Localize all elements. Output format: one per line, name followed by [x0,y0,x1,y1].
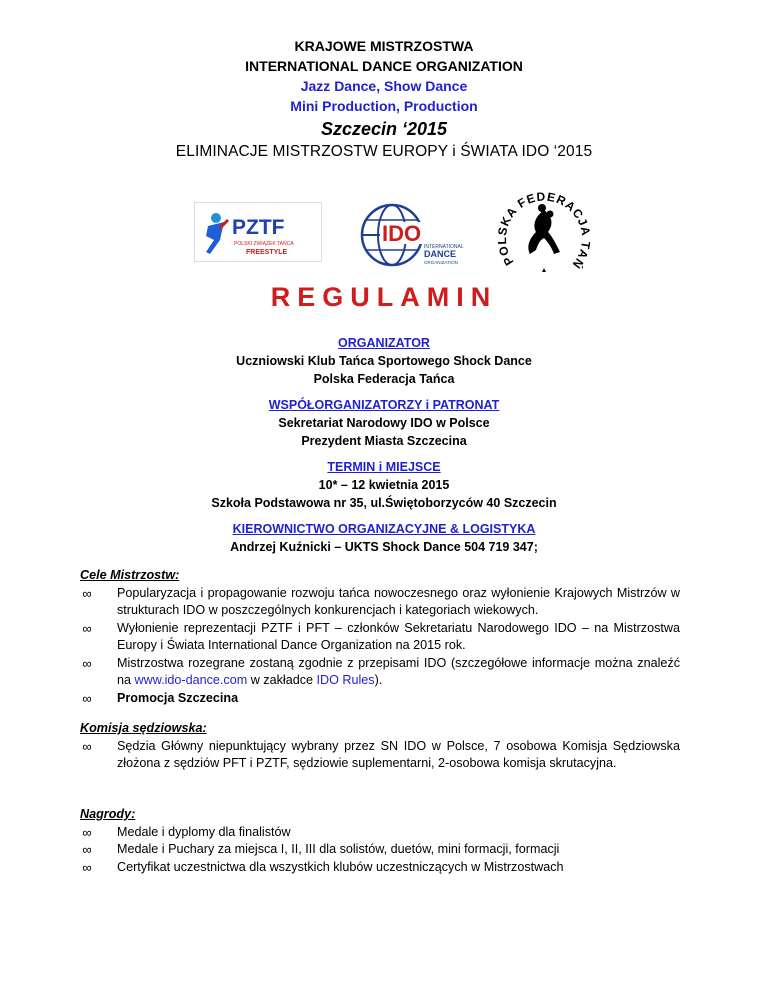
list-item-text: Medale i dyplomy dla finalistów [117,824,291,839]
header-line-1: KRAJOWE MISTRZOSTWA [294,38,474,54]
list-item-text: Popularyzacja i propagowanie rozwoju tańca nowoczesnego oraz wyłonienie Krajowych Mistrzów w strukturach IDO w poszczególnych konkurencjach i kategoriach wiekowych. [117,585,680,617]
ido-logo-graphic [358,202,464,268]
list-item-text: Medale i Puchary za miejsca I, II, III dla solistów, duetów, mini formacji, formacji [117,842,560,856]
section-label-termin: TERMIN i MIEJSCE [327,460,441,474]
nagrody-title: Nagrody: [80,807,136,821]
infinity-bullet-icon: ∞ [82,655,92,671]
infinity-bullet-icon: ∞ [82,859,92,875]
list-item-text: Certyfikat uczestnictwa dla wszystkich klubów uczestniczących w Mistrzostwach [117,859,564,874]
infinity-bullet-icon: ∞ [82,585,92,601]
list-item-text: Mistrzostwa rozegrane zostaną zgodnie z przepisami IDO (szczegółowe informacje można znaleźć na [117,655,680,687]
ido-logo-sub1: INTERNATIONAL [424,244,464,250]
list-item [80,859,680,877]
section-label-kierownictwo: KIEROWNICTWO ORGANIZACYJNE & LOGISTYKA [232,522,536,536]
infinity-bullet-icon: ∞ [82,690,92,706]
list-item [80,690,680,708]
header-line-4: Mini Production, Production [290,98,478,114]
section-line: Prezydent Miasta Szczecina [301,434,467,448]
header-subtitle: ELIMINACJE MISTRZOSTW EUROPY i ŚWIATA IDO ‘2015 [175,143,593,160]
komisja-block [80,720,680,773]
list-item [80,655,680,690]
section-label-wspolorganizatorzy: WSPÓŁORGANIZATORZY i PATRONAT [268,398,500,412]
section-line: Polska Federacja Tańca [313,372,455,386]
ido-logo-main: IDO [382,221,422,246]
infinity-bullet-icon: ∞ [82,620,92,636]
pztf-logo-sub2: FREESTYLE [246,249,288,256]
section-line: Andrzej Kuźnicki – UKTS Shock Dance 504 719 347; [230,540,538,554]
list-item-text: Sędzia Główny niepunktujący wybrany przez SN IDO w Polsce, 7 osobowa Komisja Sędziowska złożona z sędziów PFT i PZTF, sędziowie suplementarni, 2-osobowa komisja skrutacyjna. [117,738,680,770]
list-item [80,738,680,773]
document-title: REGULAMIN [270,282,498,312]
ido-rules-link[interactable]: IDO Rules [316,673,375,687]
infinity-bullet-icon: ∞ [82,842,92,857]
list-item [80,841,680,859]
ido-logo-sub3: ORGANIZATION [424,260,458,265]
list-item-text: ). [374,673,383,687]
list-item [80,824,680,842]
ido-dance-link[interactable]: www.ido-dance.com [134,673,248,687]
list-item [80,585,680,620]
ido-logo-sub2: DANCE [424,249,457,259]
section-label-organizator: ORGANIZATOR [338,336,430,350]
pft-logo [496,188,592,284]
cele-title: Cele Mistrzostw: [80,568,180,582]
komisja-title: Komisja sędziowska: [80,721,207,735]
list-item-text: w zakładce [247,673,317,687]
cele-block [80,567,680,707]
list-item-text: Promocja Szczecina [117,690,239,705]
section-line: Sekretariat Narodowy IDO w Polsce [278,416,490,430]
section-line: Uczniowski Klub Tańca Sportowego Shock Dance [236,354,532,368]
section-line: 10* – 12 kwietnia 2015 [318,478,450,492]
header-line-3: Jazz Dance, Show Dance [300,78,468,94]
pft-logo-ring-text: POLSKA FEDERACJA TAŃ [496,189,592,272]
pft-logo-graphic [496,188,592,284]
list-item [80,620,680,655]
infinity-bullet-icon: ∞ [82,738,92,754]
section-line: Szkoła Podstawowa nr 35, ul.Świętoborzyców 40 Szczecin [211,496,557,510]
pztf-logo-main: PZTF [232,216,285,239]
pztf-logo-sub1: POLSKI ZWIĄZEK TAŃCA [234,241,294,247]
infinity-bullet-icon: ∞ [82,824,92,840]
ido-logo [358,202,464,268]
pztf-logo [194,202,322,262]
pztf-logo-graphic [194,202,322,262]
list-item-text: Wyłonienie reprezentacji PZTF i PFT – członków Sekretariatu Narodowego IDO – na Mistrzostwa Europy i Świata International Dance Organization na 2015 rok. [117,620,680,652]
nagrody-block [80,806,680,876]
header-city: Szczecin ‘2015 [320,119,448,139]
header-line-2: INTERNATIONAL DANCE ORGANIZATION [245,58,523,74]
